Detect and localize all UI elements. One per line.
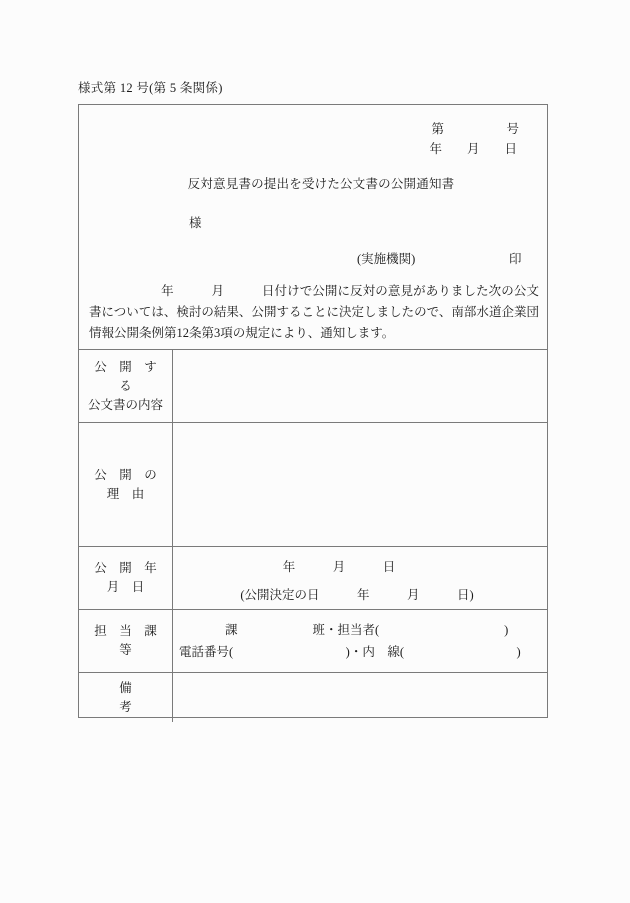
table-row xyxy=(79,672,547,722)
row-value-disclosure-date[interactable] xyxy=(173,547,547,609)
row-label-line1: 備 考 xyxy=(119,680,195,714)
department-section-field: 課 班・担当者( ) xyxy=(225,623,509,637)
row-label-line1: 公 開 す る xyxy=(94,359,170,393)
notice-body-text xyxy=(89,281,539,344)
row-label-disclosure-date xyxy=(79,547,173,609)
table-row xyxy=(79,349,547,422)
notice-title: 反対意見書の提出を受けた公文書の公開通知書 xyxy=(187,177,455,191)
row-value-disclosure-reason[interactable] xyxy=(173,423,547,546)
form-number-heading: 様式第 12 号(第 5 条関係) xyxy=(78,81,223,95)
decision-date-blank: (公開決定の日 年 月 日) xyxy=(240,588,474,602)
agency-label: (実施機関) xyxy=(357,252,416,266)
notice-form-box xyxy=(78,104,548,718)
disclosure-date-blank: 年 月 日 xyxy=(282,560,396,574)
row-value-remarks[interactable] xyxy=(173,673,547,722)
row-label-line1: 担 当 課 等 xyxy=(94,624,170,657)
row-label-department xyxy=(79,610,173,672)
table-row xyxy=(79,546,547,609)
row-value-department[interactable] xyxy=(173,610,547,672)
document-number-field: 第 号 xyxy=(431,122,519,136)
row-label-disclosed-document-content xyxy=(79,350,173,422)
row-label-line1: 公 開 の 理 由 xyxy=(94,467,170,501)
seal-icon: 印 xyxy=(509,252,522,266)
notice-header-section xyxy=(79,105,547,349)
addressee-line: 様 xyxy=(189,216,202,230)
body-date-blank: 年 月 日 xyxy=(161,284,275,298)
department-phone-field: 電話番号( )・内 線( ) xyxy=(179,645,521,659)
table-row xyxy=(79,609,547,672)
table-row xyxy=(79,422,547,546)
row-label-line1: 公 開 年 月 日 xyxy=(94,561,170,594)
row-label-remarks xyxy=(79,673,195,722)
row-value-disclosed-document-content[interactable] xyxy=(173,350,547,422)
row-label-line2: 公文書の内容 xyxy=(87,397,163,412)
body-main-text: 付けで公開に反対の意見がありました次の公文書については、検討の結果、公開することに決定しましたので、南部水道企業団情報公開条例第12条第3項の規定により、通知します。 xyxy=(89,284,539,340)
document-date-field: 年 月 日 xyxy=(429,142,517,156)
row-label-disclosure-reason xyxy=(79,423,173,546)
